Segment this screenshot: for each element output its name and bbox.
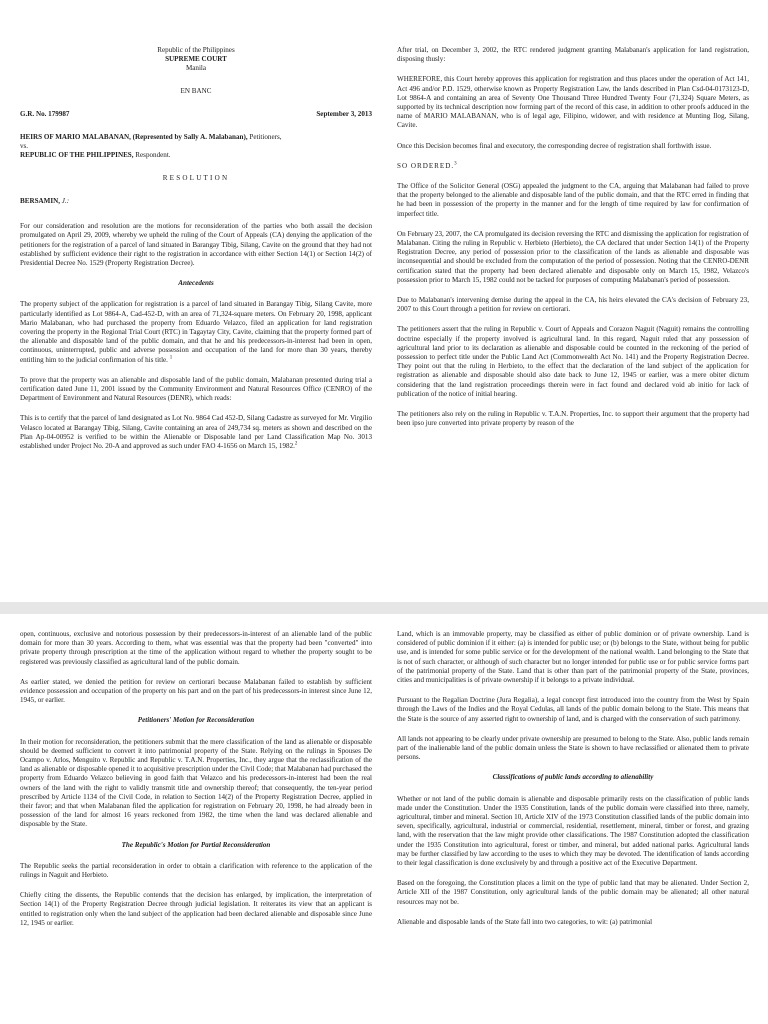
paragraph: Whether or not land of the public domain is alienable and disposable primarily rests on the classification of public lands made under the Constitution. Under the 1935 Constitution, lands of the public domain were classified into three, namely, agricultural, timber and mineral. Section 10, Article XIV of the 1973 Constitution classified lands of the public domain into seven, specifically, agricultural, industrial or commercial, residential, resettlement, mineral, timber or forest, and grazing land, with the reservation that the law might provide other classifications. The 1987 Constitution adopted the classification under the 1935 Constitution into agricultural, forest or timber, and mineral, but added national parks. Agricultural lands may be further classified by law according to the uses to which they may be devoted. The identification of lands according to their legal classification is done exclusively by and through a positive act of the Executive Department. xyxy=(397,794,749,868)
heading-antecedents: Antecedents xyxy=(178,279,214,288)
so-ordered: SO ORDERED.$^3$ xyxy=(397,161,457,170)
header-city: Manila xyxy=(185,64,207,72)
ponente-line xyxy=(20,197,372,206)
footnote-link[interactable]: 3 xyxy=(454,161,457,167)
paragraph: open, continuous, exclusive and notorious possession by their predecessors-in-interest of an alienable land of the public domain for more than 30 years. According to them, what was essential was that the property had been "converted" into private property through prescription at the time of the application without regard to whether the property sought to be registered was previously classified as agricultural land of the public domain. xyxy=(20,630,372,666)
page1-left-column xyxy=(20,46,372,602)
paragraph: The petitioners also rely on the ruling in Republic v. T.A.N. Properties, Inc. to support their argument that the property had been ipso jure converted into private property by reason of the xyxy=(397,410,749,428)
paragraph: In their motion for reconsideration, the petitioners submit that the mere classification of the land as alienable or disposable should be deemed sufficient to convert it into patrimonial property of the State. Relying on the rulings in Spouses De Ocampo v. Arlos, Menguito v. Republic and Republic v. T.A.N. Properties, Inc., they argue that the reclassification of the land as alienable or disposable opened it to acquisitive prescription under the Civil Code; that Malabanan had purchased the property from Eduardo Velazco believing in good faith that Velazco and his predecessors-in-interest had been the real owners of the land with the right to validly transmit title and ownership thereof; that consequently, the ten-year period prescribed by Article 1134 of the Civil Code, in relation to Section 14(2) of the Property Registration Decree, applied in their favor; and that when Malabanan filed the application for registration on February 20, 1998, he had already been in possession of the land for almost 16 years reckoned from 1982, the time when the land was declared alienable and disposable by the State. xyxy=(20,737,372,829)
paragraph: After trial, on December 3, 2002, the RTC rendered judgment granting Malabanan's application for land registration, disposing thusly: xyxy=(397,46,749,64)
heading-classifications: Classifications of public lands according to alienability xyxy=(492,773,654,782)
paragraph: Once this Decision becomes final and executory, the corresponding decree of registration shall forthwith issue. xyxy=(397,141,712,150)
paragraph: Land, which is an immovable property, may be classified as either of public dominion or of private ownership. Land is considered of public dominion if it either: (a) is intended for public use; or (b) belongs to the State, without being for public use, and is intended for some public service or for the development of the national wealth. Land belonging to the State that is not of such character, or although of such character but no longer intended for public use or for public service forms part of the patrimonial property of the State. Land that is other than part of the patrimonial property of the State, provinces, cities and municipalities is of private ownership if it belongs to a private individual. xyxy=(397,630,749,685)
paragraph: On February 23, 2007, the CA promulgated its decision reversing the RTC and dismissing the application for registration of Malabanan. Citing the ruling in Republic v. Herbieto (Herbieto), the CA declared that under Section 14(1) of the Property Registration Decree, any period of possession prior to the classification of the lands as alienable and disposable was inconsequential and should be excluded from the computation of the period of possession. Noting that the CENRO-DENR certification stated that the property had been declared alienable and disposable only on March 15, 1982, Velazco's possession prior to March 15, 1982 could not be tacked for purposes of computing Malabanan's period of possession. xyxy=(397,229,749,284)
case-number-row xyxy=(20,110,372,119)
paragraph: The petitioners assert that the ruling in Republic v. Court of Appeals and Corazon Naguit (Naguit) remains the controlling doctrine especially if the property involved is agricultural land. In this regard, Naguit ruled that any possession of agricultural land prior to its declaration as alienable and disposable could be counted in the reckoning of the period of possession to perfect title under the Public Land Act (Commonwealth Act No. 141) and the Property Registration Decree. They point out that the ruling in Herbieto, to the effect that the declaration of the land subject of the application for registration as alienable and disposable should also date back to June 12, 1945 or earlier, was a mere obiter dictum considering that the land registration proceedings therein were in fact found and declared void ab initio for lack of publication of the notice of initial hearing. xyxy=(397,325,749,398)
ponente-suffix: J.: xyxy=(60,197,70,206)
petitioners-line xyxy=(20,133,372,142)
header-en-banc: EN BANC xyxy=(180,87,212,95)
respondent-name: REPUBLIC OF THE PHILIPPINES, xyxy=(20,151,134,160)
quoted-certification: This is to certify that the parcel of land designated as Lot No. 9864 Cad 452-D, Silang Cadastre as surveyed for Mr. Virgilio Velasco located at Barangay Tibig, Silang, Cavite containing an area of 249,734 sq. meters as shown and described on the Plan Ap-04-00952 is verified to be within the Alienable or Disposable land per Land Classification Map No. 3013 established under Project No. 20-A and approved as such under FAO 4-1656 on March 15, 1982.$^2$ xyxy=(20,414,372,451)
paragraph: Alienable and disposable lands of the State fall into two categories, to wit: (a) patrimonial xyxy=(397,917,653,926)
paragraph: Pursuant to the Regalian Doctrine (Jura Regalia), a legal concept first introduced into the country from the West by Spain through the Laws of the Indies and the Royal Cedulas, all lands of the public domain belong to the State. This means that the State is the source of any asserted right to ownership of land, and is charged with the conservation of such patrimony. xyxy=(397,696,749,723)
page2-right-column xyxy=(397,630,749,1024)
paragraph: As earlier stated, we denied the petition for review on certiorari because Malabanan failed to establish by sufficient evidence possession and occupation of the property on his part and on the part of his predecessors-in interest since June 12, 1945, or earlier. xyxy=(20,677,372,705)
respondent-role: Respondent. xyxy=(133,151,171,160)
footnote-link[interactable]: 1 xyxy=(169,355,173,361)
petitioners-name: HEIRS OF MARIO MALABANAN, (Represented by Sally A. Malabanan), xyxy=(20,133,248,142)
page1-right-column xyxy=(397,46,749,602)
paragraph: All lands not appearing to be clearly under private ownership are presumed to belong to the State. Also, public lands remain part of the inalienable land of the public domain unless the State is shown to have reclassified or alienated them to private persons. xyxy=(397,734,749,762)
quoted-dispositive: WHEREFORE, this Court hereby approves this application for registration and thus places under the operation of Act 141, Act 496 and/or P.D. 1529, otherwise known as Property Registration Law, the lands described in Plan Csd-04-0173123-D, Lot 9864-A and containing an area of Seventy One Thousand Three Hundred Twenty Four (71,324) Square Meters, as supported by its technical description now forming part of the record of this case, in addition to other proofs adduced in the name of MARIO MALABANAN, who is of legal age, Filipino, widower, and with residence at Munting Ilog, Silang, Cavite. xyxy=(397,75,749,130)
paragraph: For our consideration and resolution are the motions for reconsideration of the parties who both assail the decision promulgated on April 29, 2009, whereby we upheld the ruling of the Court of Appeals (CA) denying the application of the petitioners for the registration of a parcel of land situated in Barangay Tibig, Silang, Cavite on the ground that they had not established by sufficient evidence their right to the registration in accordance with either Section 14(1) or Section 14(2) of Presidential Decree No. 1529 (Property Registration Decree). xyxy=(20,222,372,268)
paragraph: Based on the foregoing, the Constitution places a limit on the type of public land that may be alienated. Under Section 2, Article XII of the 1987 Constitution, only agricultural lands of the public domain may be alienated; all other natural resources may not be. xyxy=(397,879,749,906)
document-page-2 xyxy=(0,614,768,1024)
ponente-name: BERSAMIN, xyxy=(20,197,61,206)
gr-number: G.R. No. 179987 xyxy=(20,110,70,118)
document-type: RESOLUTION xyxy=(162,174,230,183)
footnote-link[interactable]: 2 xyxy=(294,441,298,447)
paragraph: The Office of the Solicitor General (OSG) appealed the judgment to the CA, arguing that Malabanan had failed to prove that the property belonged to the alienable and disposable land of the public domain, and that the RTC erred in finding that he had been in possession of the property in the manner and for the length of time required by law for confirmation of imperfect title. xyxy=(397,182,749,218)
header-republic: Republic of the Philippines xyxy=(157,46,235,54)
paragraph: The Republic seeks the partial reconsideration in order to obtain a clarification with reference to the application of the rulings in Naguit and Herbieto. xyxy=(20,861,372,880)
petitioners-role: Petitioners, xyxy=(247,133,282,142)
versus-label: vs. xyxy=(20,142,29,151)
respondent-line xyxy=(20,151,372,160)
decision-date: September 3, 2013 xyxy=(316,110,372,118)
paragraph: The property subject of the application for registration is a parcel of land situated in Barangay Tibig, Silang Cavite, more particularly identified as Lot 9864-A, Cad-452-D, with an area of 71,324-square meters. On February 20, 1998, applicant Mario Malabanan, who had purchased the property from Eduardo Velazco, filed an application for land registration covering the property in the Regional Trial Court (RTC) in Tagaytay City, Cavite, claiming that the property formed part of the alienable and disposable land of the public domain, and that he and his predecessors-in-interest had been in open, continuous, uninterrupted, public and adverse possession and occupation of the land for more than 30 years, thereby entitling him to the judicial confirmation of his title. $^1$ xyxy=(20,300,372,364)
heading-republic-motion: The Republic's Motion for Partial Reconsideration xyxy=(121,840,271,849)
paragraph: To prove that the property was an alienable and disposable land of the public domain, Malabanan presented during trial a certification dated June 11, 2001 issued by the Community Environment and Natural Resources Office (CENRO) of the Department of Environment and Natural Resources (DENR), which reads: xyxy=(20,375,372,403)
page2-left-column xyxy=(20,630,372,1024)
heading-petitioners-motion: Petitioners' Motion for Reconsideration xyxy=(137,716,255,725)
paragraph: Due to Malabanan's intervening demise during the appeal in the CA, his heirs elevated the CA's decision of February 23, 2007 to this Court through a petition for review on certiorari. xyxy=(397,296,749,314)
paragraph: Chiefly citing the dissents, the Republic contends that the decision has enlarged, by implication, the interpretation of Section 14(1) of the Property Registration Decree through judicial legislation. It reiterates its view that an applicant is entitled to registration only when the land subject of the application had been declared alienable and disposable since June 12, 1945 or earlier. xyxy=(20,891,372,927)
header-court: SUPREME COURT xyxy=(165,55,227,63)
